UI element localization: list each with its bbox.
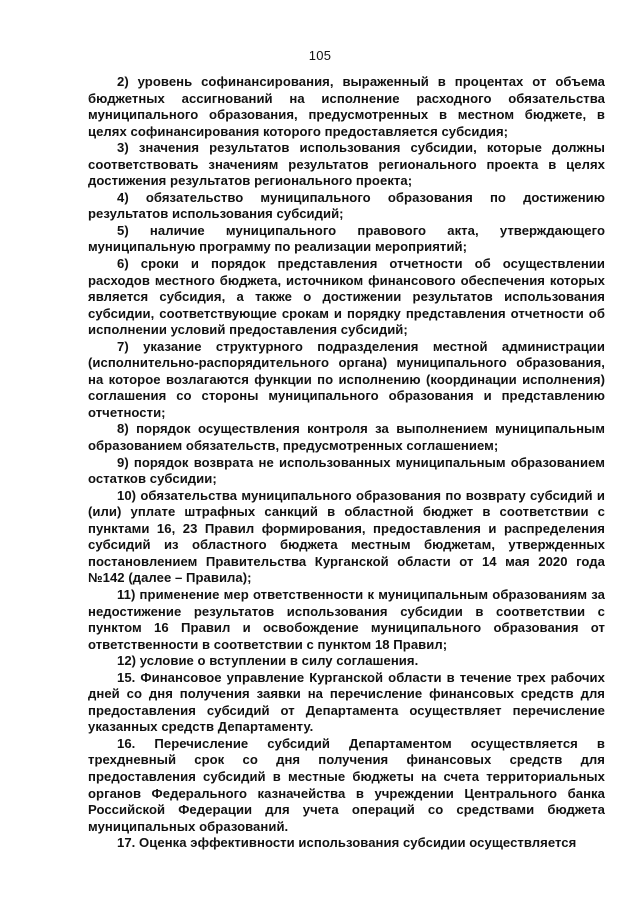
paragraph-item-3: 3) значения результатов использования субсидии, которые должны соответствовать значениям результатов регионального проекта в целях достижения результатов регионального проекта; xyxy=(88,140,605,189)
paragraph-clause-17: 17. Оценка эффективности использования субсидии осуществляется xyxy=(117,835,577,851)
paragraph-item-10: 10) обязательства муниципального образования по возврату субсидий и (или) уплате штрафных санкций в областной бюджет в соответствии с пунктами 16, 23 Правил формирования, предоставления и распределения субсидий из областного бюджета местным бюджетам, утвержденных постановлением Правительства Курганской области от 14 мая 2020 года №142 (далее – Правила); xyxy=(88,487,605,586)
paragraph-item-2: 2) уровень софинансирования, выраженный в процентах от объема бюджетных ассигнований на исполнение расходного обязательства муниципального образования, предусмотренных в местном бюджете, в целях софинансирования которого предоставляется субсидия; xyxy=(88,74,605,139)
paragraph-item-9: 9) порядок возврата не использованных муниципальным образованием остатков субсидии; xyxy=(88,454,605,487)
page-number: 105 xyxy=(308,48,332,63)
document-body xyxy=(88,74,605,852)
paragraph-item-6: 6) сроки и порядок представления отчетности об осуществлении расходов местного бюджета, источником финансового обеспечения которых является субсидия, а также о достижении результатов использования субсидии, соответствующие срокам и порядку представления отчетности об исполнении условий предоставления субсидий; xyxy=(88,256,605,338)
paragraph-clause-16: 16. Перечисление субсидий Департаментом осуществляется в трехдневный срок со дня получения финансовых средств для предоставления субсидий в местные бюджеты на счета территориальных органов Федерального казначейства в учреждении Центрального банка Российской Федерации для учета операций со средствами бюджета муниципальных образований. xyxy=(88,735,605,834)
paragraph-item-8: 8) порядок осуществления контроля за выполнением муниципальным образованием обязательств, предусмотренных соглашением; xyxy=(88,421,605,454)
paragraph-item-4: 4) обязательство муниципального образования по достижению результатов использования субсидий; xyxy=(88,189,605,222)
paragraph-clause-15: 15. Финансовое управление Курганской области в течение трех рабочих дней со дня получения заявки на перечисление финансовых средств для предоставления субсидий от Департамента осуществляет перечисление указанных средств Департаменту. xyxy=(88,669,605,735)
paragraph-item-7: 7) указание структурного подразделения местной администрации (исполнительно-распорядительного органа) муниципального образования, на которое возлагаются функции по исполнению (координации исполнения) соглашения со стороны муниципального образования и представлению отчетности; xyxy=(88,338,605,420)
paragraph-item-5: 5) наличие муниципального правового акта, утверждающего муниципальную программу по реализации мероприятий; xyxy=(88,222,605,255)
paragraph-item-11: 11) применение мер ответственности к муниципальным образованиям за недостижение результатов использования субсидии в соответствии с пунктом 16 Правил и освобождение муниципального образования от ответственности в соответствии с пунктом 18 Правил; xyxy=(88,586,605,652)
paragraph-item-12: 12) условие о вступлении в силу соглашения. xyxy=(117,653,419,669)
